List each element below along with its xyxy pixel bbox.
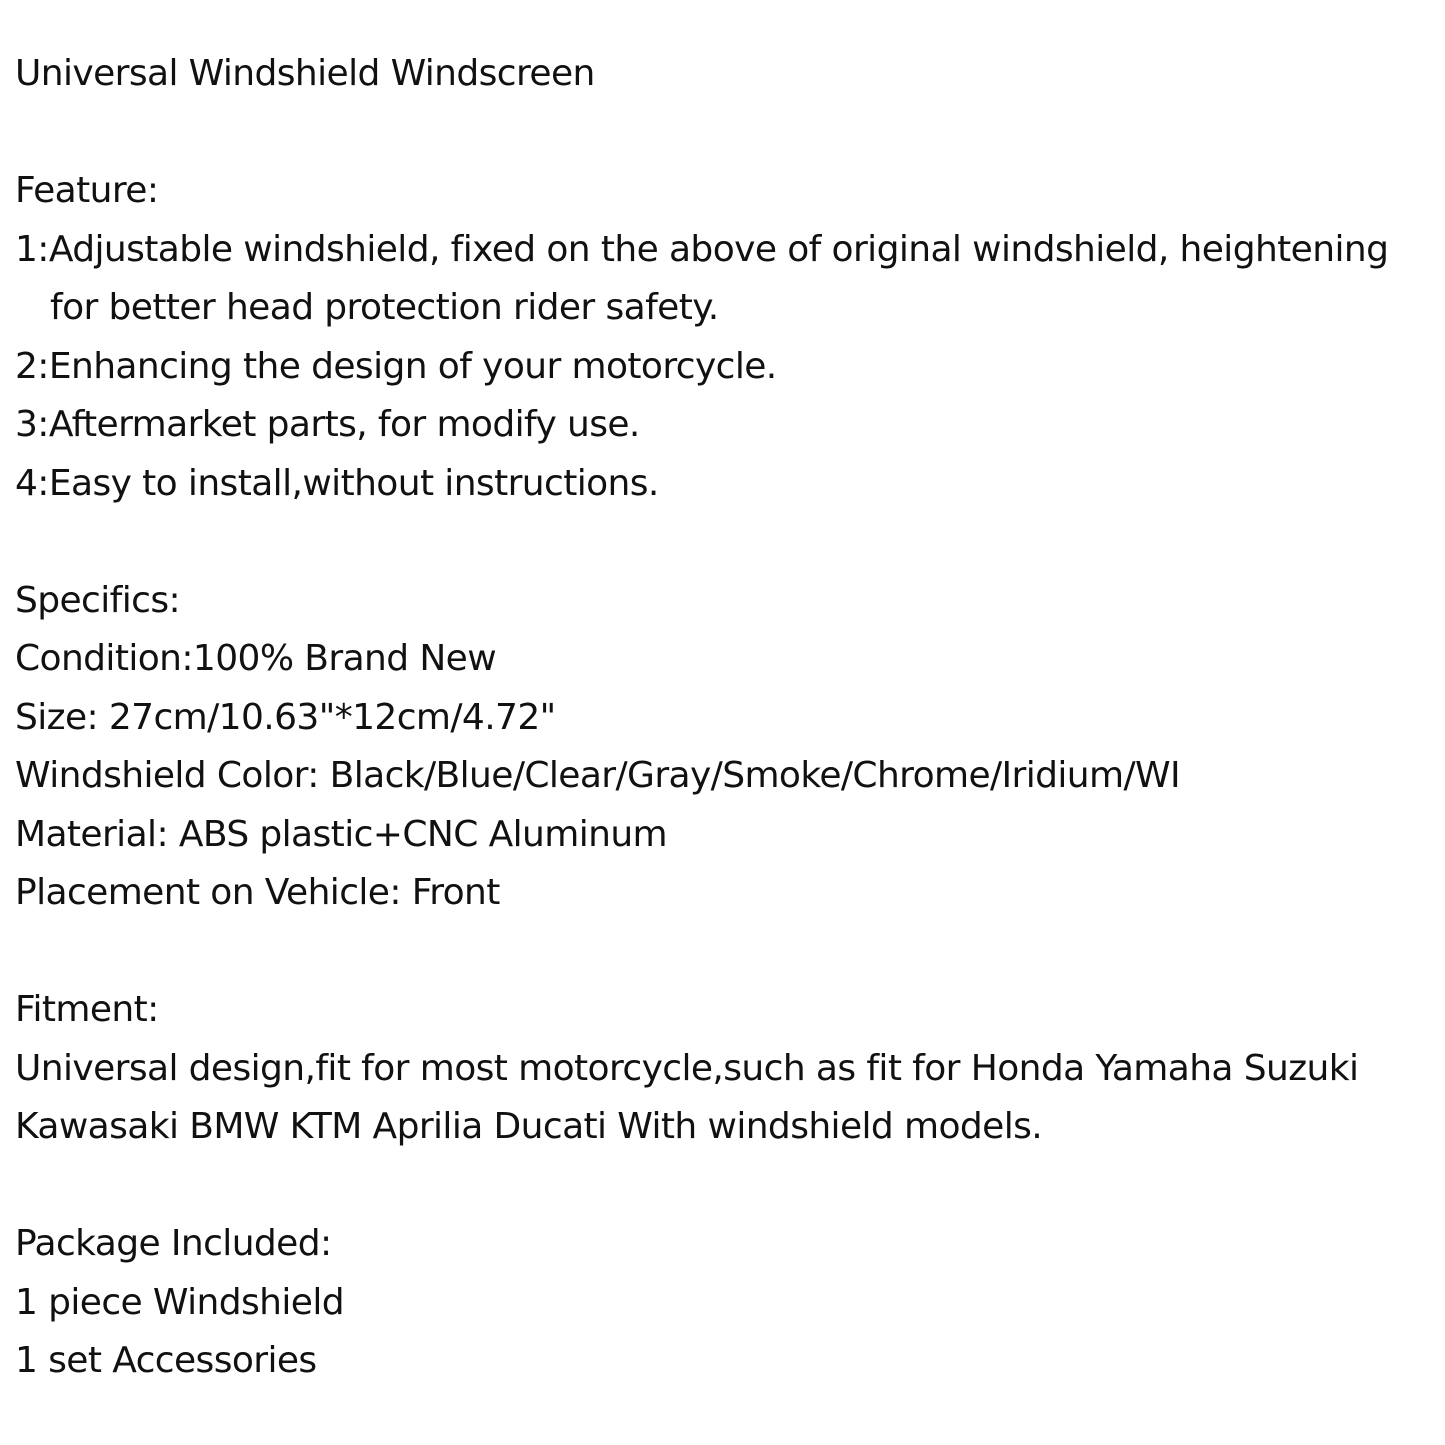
spacer <box>15 513 1435 572</box>
feature-heading: Feature: <box>15 170 159 211</box>
feature-item-1: 1:Adjustable windshield, fixed on the above of original windshield, heightening <box>15 228 1389 270</box>
spec-placement: Placement on Vehicle: Front <box>15 872 500 913</box>
product-description <box>15 45 1435 1391</box>
package-heading: Package Included: <box>15 1223 332 1264</box>
fitment-line-1: Universal design,fit for most motorcycle,such as fit for Honda Yamaha Suzuki <box>15 1047 1359 1089</box>
spacer <box>15 1157 1435 1216</box>
fitment-heading: Fitment: <box>15 989 159 1030</box>
specifics-heading: Specifics: <box>15 579 181 621</box>
feature-item-3: 3:Aftermarket parts, for modify use. <box>15 404 640 445</box>
spec-color: Windshield Color: Black/Blue/Clear/Gray/Smoke/Chrome/Iridium/WI <box>15 755 1181 796</box>
feature-item-4: 4:Easy to install,without instructions. <box>15 462 659 504</box>
feature-item-1-continuation: for better head protection rider safety. <box>50 287 719 328</box>
spacer <box>15 923 1435 982</box>
spec-size: Size: 27cm/10.63"*12cm/4.72" <box>15 696 556 738</box>
spacer <box>15 104 1435 163</box>
page-title: Universal Windshield Windscreen <box>15 53 595 94</box>
package-item-1: 1 piece Windshield <box>15 1281 344 1323</box>
feature-item-2: 2:Enhancing the design of your motorcycle. <box>15 345 777 387</box>
package-item-2: 1 set Accessories <box>15 1340 317 1381</box>
spec-condition: Condition:100% Brand New <box>15 638 497 679</box>
spec-material: Material: ABS plastic+CNC Aluminum <box>15 813 668 855</box>
fitment-line-2: Kawasaki BMW KTM Aprilia Ducati With windshield models. <box>15 1106 1043 1147</box>
